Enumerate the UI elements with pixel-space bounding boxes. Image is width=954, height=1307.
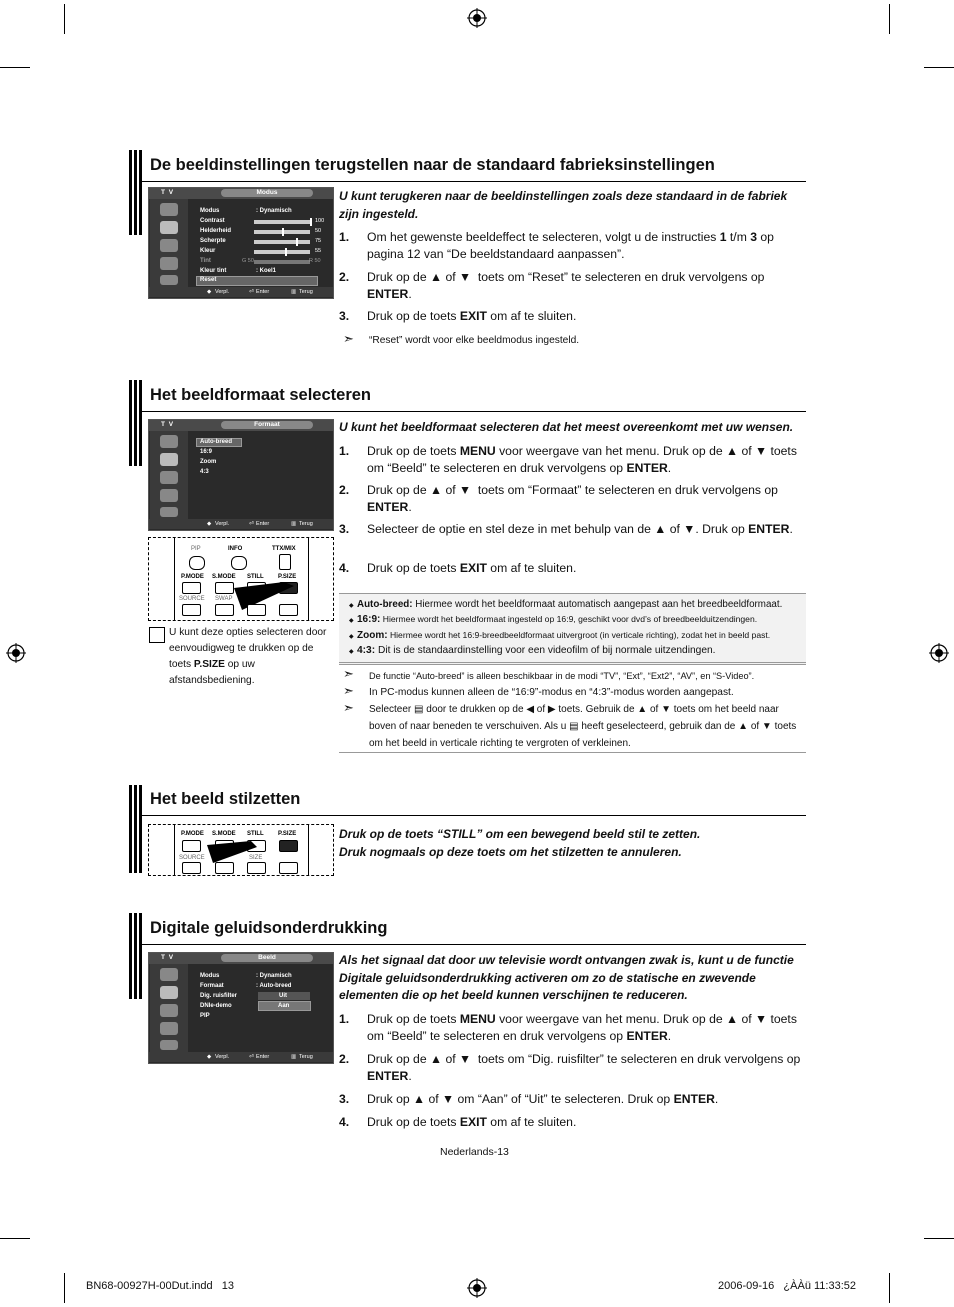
registration-mark-icon — [467, 1278, 487, 1298]
registration-mark-icon — [6, 643, 26, 663]
section-rule — [142, 181, 806, 182]
tint-bar — [254, 260, 310, 264]
step-item: 2. Druk op de ▲ of ▼ toets om “Reset” te selecteren en druk vervolgens op ENTER. — [339, 270, 765, 301]
setup-icon — [160, 257, 178, 270]
blank-button[interactable] — [247, 862, 266, 874]
info-button[interactable] — [231, 556, 247, 570]
p-size-button[interactable] — [279, 840, 298, 852]
channel-icon — [160, 239, 178, 252]
pip-button[interactable] — [189, 556, 205, 570]
section-intro: U kunt terugkeren naar de beeldinstellingen zoals deze standaard in de fabriek zijn ingesteld. — [339, 189, 788, 221]
contrast-bar — [254, 220, 310, 224]
page-number: Nederlands-13 — [440, 1146, 509, 1158]
channel-icon — [160, 471, 178, 484]
sound-icon — [160, 986, 178, 999]
note-item: ➣ In PC-modus kunnen alleen de “16:9”-modus en “4:3”-modus worden aangepast. — [343, 683, 734, 698]
source-button[interactable] — [182, 862, 201, 874]
sharpness-bar — [254, 240, 310, 244]
sound-icon — [160, 221, 178, 234]
p-mode-button[interactable] — [182, 840, 201, 852]
note-item: ➣ “Reset” wordt voor elke beeldmodus ingesteld. — [343, 331, 580, 346]
note-item: ➣ Selecteer ▤ door te drukken op de ◀ of ▶ toets. Gebruik de ▲ of ▼ toets om het beeld naar boven of naar beneden te verschuiven. Als u ▤ heeft geselecteerd, gebruik dan de ▲ of ▼ toets om het beeld in verticale richting te vergroten of verkleinen. — [343, 700, 797, 749]
section-bar — [129, 785, 142, 873]
crop-mark — [64, 1273, 65, 1303]
p-mode-button[interactable] — [182, 582, 201, 594]
section-title: Digitale geluidsonderdrukking — [150, 919, 388, 937]
bullet-item: ◆ Zoom: Hiermee wordt het 16:9-breedbeeldformaat uitvergroot (in verticale richting), zodat het in beeld past. — [349, 630, 771, 641]
step-item: 3. Druk op de toets EXIT om af te sluiten. — [339, 309, 577, 323]
setup-icon — [160, 1022, 178, 1035]
section-intro: Druk op de toets “STILL” om een bewegend beeld stil te zetten. — [339, 827, 701, 841]
step-item: 3. Selecteer de optie en stel deze in met behulp van de ▲ of ▼. Druk op ENTER. — [339, 522, 793, 536]
registration-mark-icon — [929, 643, 949, 663]
tv-menu-formaat: T V Formaat Auto-breed 16:9 Zoom 4:3 ◆ Verpl. ⏎ Enter ▥ Terug — [148, 419, 334, 531]
source-button[interactable] — [182, 604, 201, 616]
step-item: 4. Druk op de toets EXIT om af te sluiten. — [339, 1115, 577, 1129]
section-rule — [142, 944, 806, 945]
picture-icon — [160, 968, 178, 981]
step-item: 1. Druk op de toets MENU voor weergave van het menu. Druk op de ▲ of ▼ toets om “Beeld” te selecteren en druk vervolgens op ENTER. — [339, 1012, 797, 1043]
bullet-item: ◆ 16:9: Hiermee wordt het beeldformaat ingesteld op 16:9, geschikt voor dvd’s of breedbeelduitzendingen. — [349, 614, 758, 625]
step-item: 1. Druk op de toets MENU voor weergave van het menu. Druk op de ▲ of ▼ toets om “Beeld” te selecteren en druk vervolgens op ENTER. — [339, 444, 797, 475]
file-name: BN68-00927H-00Dut.indd 13 — [86, 1280, 234, 1292]
tv-menu-modus: T V Modus Modus : Dynamisch Contrast 100 Helderheid 50 Scherpte 75 Kleur 55 Tint G 50 R 50 Kleur tint : Koel1 Reset ◆ Verpl. ⏎ Enter ▥ Terug — [148, 187, 334, 299]
section-rule — [142, 411, 806, 412]
step-item: 3. Druk op ▲ of ▼ om “Aan” of “Uit” te selecteren. Druk op ENTER. — [339, 1092, 719, 1106]
tv-menu-beeld: T V Beeld Modus : Dynamisch Formaat : Auto-breed Dig. ruisfilter Uit DNIe-demo Aan PIP ◆ Verpl. ⏎ Enter ▥ Terug — [148, 952, 334, 1064]
registration-mark-icon — [467, 8, 487, 28]
color-bar — [254, 250, 310, 254]
crop-mark — [924, 1238, 954, 1239]
sound-icon — [160, 453, 178, 466]
blank-button[interactable] — [215, 862, 234, 874]
level-marker — [310, 218, 312, 226]
crop-mark — [0, 1238, 30, 1239]
input-icon — [160, 507, 178, 517]
section-title: Het beeldformaat selecteren — [150, 386, 372, 404]
channel-icon — [160, 1004, 178, 1017]
bullet-item: ◆ 4:3: Dit is de standaardinstelling voor een videofilm of bij normale uitzendingen. — [349, 645, 716, 656]
section-intro: U kunt het beeldformaat selecteren dat het meest overeenkomt met uw wensen. — [339, 420, 794, 434]
crop-mark — [889, 4, 890, 34]
section-bar — [129, 150, 142, 235]
remote-control-illustration: P.MODE S.MODE STILL P.SIZE SOURCE SIZE — [148, 824, 334, 876]
remote-tip: U kunt deze opties selecteren door eenvoudigweg te drukken op de toets P.SIZE op uw afstandsbediening. — [169, 627, 327, 686]
bullet-item: ◆ Auto-breed: Hiermee wordt het beeldformaat automatisch aangepast aan het breedbeeldformaat. — [349, 599, 783, 610]
s-mode-button[interactable] — [215, 582, 234, 594]
crop-mark — [924, 67, 954, 68]
setup-icon — [160, 489, 178, 502]
input-icon — [160, 1040, 178, 1050]
crop-mark — [889, 1273, 890, 1303]
step-item: 2. Druk op de ▲ of ▼ toets om “Formaat” te selecteren en druk vervolgens op ENTER. — [339, 483, 778, 514]
crop-mark — [64, 4, 65, 34]
up-button[interactable] — [279, 604, 298, 616]
crop-mark — [0, 67, 30, 68]
section-bar — [129, 913, 142, 999]
level-marker — [282, 228, 284, 236]
print-date: 2006-09-16 ¿ÀÀü 11:33:52 — [718, 1280, 857, 1292]
ttx-mix-button[interactable] — [279, 554, 291, 570]
up-button[interactable] — [279, 862, 298, 874]
step-item: 1. Om het gewenste beeldeffect te selecteren, volgt u de instructies 1 t/m 3 op pagina 12 van “De beeldstandaard aanpassen”. — [339, 230, 774, 261]
remote-tip-icon — [149, 627, 165, 643]
arrow-icon: ➣ — [343, 700, 354, 715]
section-bar — [129, 380, 142, 466]
picture-icon — [160, 435, 178, 448]
picture-icon — [160, 203, 178, 216]
note-item: ➣ De functie “Auto-breed” is alleen beschikbaar in de modi “TV”, “Ext”, “Ext2”, “AV”, en “S-Video”. — [343, 666, 755, 681]
blank-button[interactable] — [247, 604, 266, 616]
level-marker — [285, 248, 287, 256]
remote-control-illustration: PIP INFO TTX/MIX P.MODE S.MODE STILL P.SIZE SOURCE SWAP — [148, 537, 334, 621]
swap-button[interactable] — [215, 604, 234, 616]
brightness-bar — [254, 230, 310, 234]
section-rule — [142, 815, 806, 816]
arrow-icon: ➣ — [343, 683, 354, 698]
input-icon — [160, 275, 178, 285]
step-item: 4. Druk op de toets EXIT om af te sluiten. — [339, 561, 577, 575]
section-intro: Druk nogmaals op deze toets om het stilzetten te annuleren. — [339, 845, 682, 859]
section-intro: Als het signaal dat door uw televisie wordt ontvangen zwak is, kunt u de functie Digitale geluidsonderdrukking activeren om zo de statische en zwevende elementen die op het beeld kunnen verschijnen te reduceren. — [339, 953, 794, 1002]
arrow-icon: ➣ — [343, 331, 354, 346]
section-title: De beeldinstellingen terugstellen naar de standaard fabrieksinstellingen — [150, 156, 715, 174]
step-item: 2. Druk op de ▲ of ▼ toets om “Dig. ruisfilter” te selecteren en druk vervolgens op ENTER. — [339, 1052, 801, 1083]
section-title: Het beeld stilzetten — [150, 790, 301, 808]
level-marker — [296, 238, 298, 246]
arrow-icon: ➣ — [343, 666, 354, 681]
